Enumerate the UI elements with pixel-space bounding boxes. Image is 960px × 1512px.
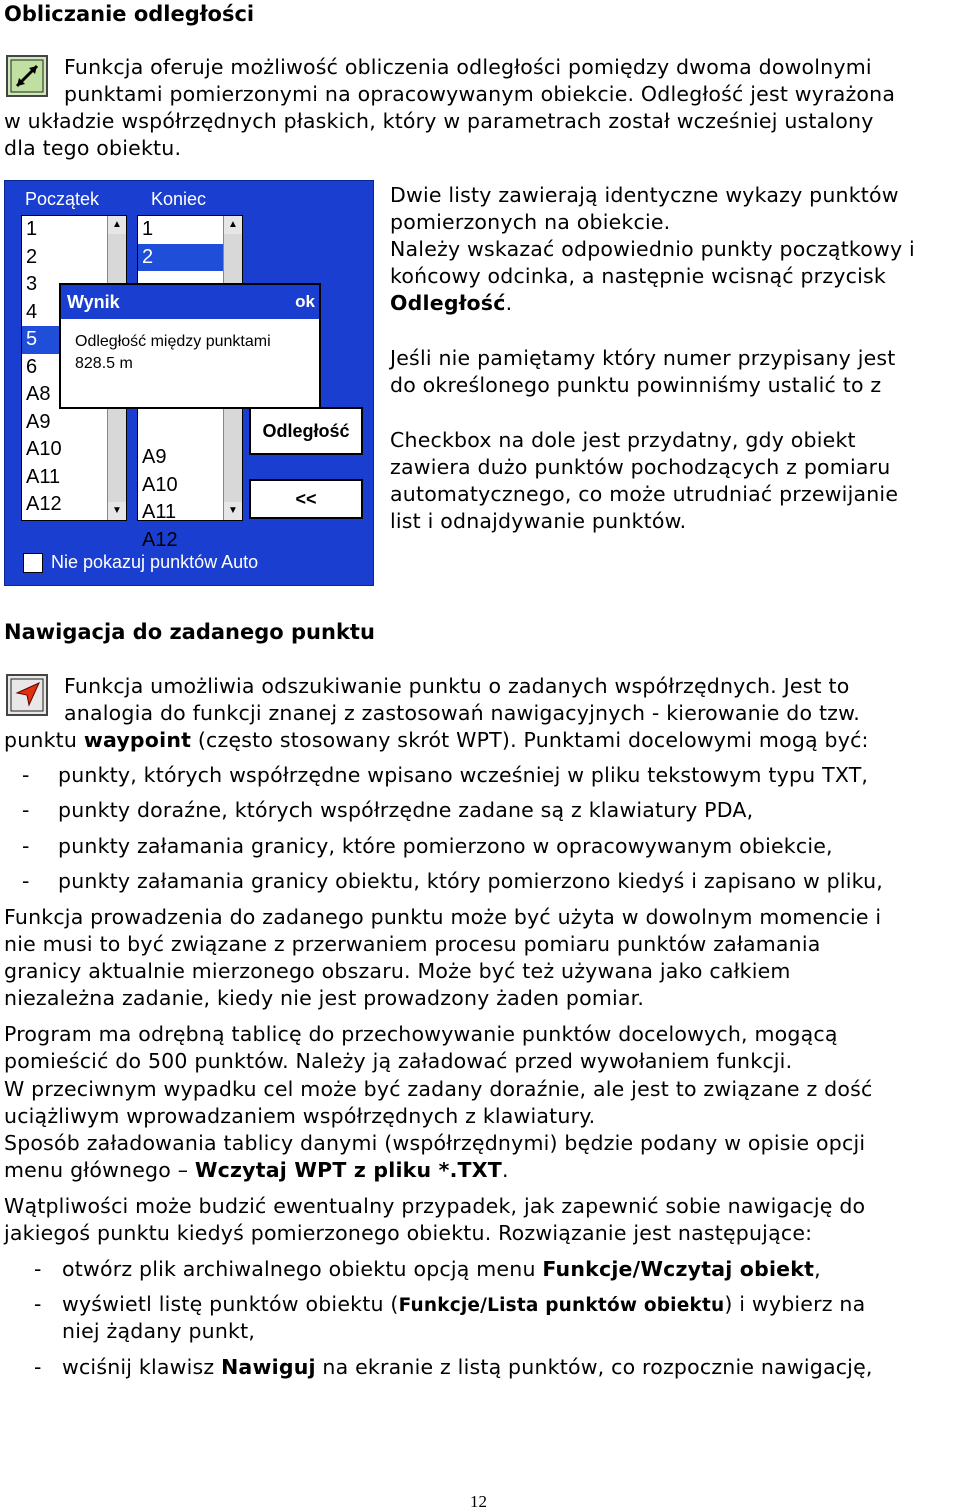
text: wyświetl listę punktów obiektu (: [62, 1292, 399, 1316]
intro-line-3: w układzie współrzędnych płaskich, który w parametrach został wcześniej ustalony: [4, 109, 874, 133]
list-item[interactable]: 4: [26, 300, 38, 323]
navigation-arrow-icon: [6, 674, 48, 716]
nav-p3-line-4: uciążliwym wprowadzaniem współrzędnych z klawiatury.: [4, 1104, 596, 1128]
nav-p1-line-3: [4, 727, 869, 754]
list-item[interactable]: A12: [142, 528, 178, 551]
back-button[interactable]: <<: [249, 479, 363, 519]
scroll-up-icon[interactable]: ▲: [108, 216, 126, 234]
dash: -: [34, 1355, 42, 1379]
list-item[interactable]: 1: [26, 218, 38, 240]
list-item[interactable]: A8: [26, 383, 51, 405]
dialog-label: Odległość między punktami: [75, 333, 271, 350]
side-p1-line-4: końcowy odcinka, a następnie wcisnąć przycisk: [390, 264, 886, 288]
list-text: [62, 1354, 873, 1381]
side-p2-line-2: do określonego punktu powinniśmy ustalić to z: [390, 373, 882, 397]
text: otwórz plik archiwalnego obiektu opcją menu: [62, 1257, 543, 1281]
text: ) i wybierz na: [724, 1292, 866, 1316]
nav-p3-line-2: pomieścić do 500 punktów. Należy ją załadować przed wywołaniem funkcji.: [4, 1049, 793, 1073]
dialog-title: Wynik: [67, 292, 120, 312]
side-p1-line-3: Należy wskazać odpowiednio punkty początkowy i: [390, 237, 915, 261]
column-header-end: Koniec: [151, 189, 207, 209]
page-number: 12: [470, 1492, 487, 1511]
section-title-navigation: Nawigacja do zadanego punktu: [4, 620, 375, 644]
list-item[interactable]: 3: [26, 273, 38, 295]
distance-tool-icon: [6, 55, 48, 97]
list-item[interactable]: 2: [138, 244, 242, 272]
nav-p3-line-6: [4, 1157, 509, 1184]
text: .: [501, 1158, 509, 1182]
intro-line-2: punktami pomierzonymi na opracowywanym obiekcie. Odległość jest wyrażona: [64, 82, 896, 106]
column-header-start: Początek: [25, 189, 100, 209]
dash: -: [22, 834, 30, 858]
list-text: [62, 1256, 821, 1283]
side-p3-line-2: zawiera dużo punktów pochodzących z pomiaru: [390, 455, 891, 479]
text: punktu: [4, 728, 84, 752]
text: na ekranie z listą punktów, co rozpocznie nawigację,: [315, 1355, 873, 1379]
section-title-distance: Obliczanie odległości: [4, 2, 255, 26]
hide-auto-points-label: Nie pokazuj punktów Auto: [51, 552, 259, 572]
scroll-down-icon[interactable]: ▼: [108, 502, 126, 520]
list-text: punkty, których współrzędne wpisano wcześniej w pliku tekstowym typu TXT,: [58, 763, 869, 787]
dash: -: [34, 1257, 42, 1281]
scroll-down-icon[interactable]: ▼: [224, 502, 242, 520]
punct: .: [505, 291, 513, 315]
nav-p2-line-3: granicy aktualnie mierzonego obszaru. Może być też używana jako całkiem: [4, 959, 791, 983]
dash: -: [22, 763, 30, 787]
list-item[interactable]: A11: [26, 465, 61, 488]
nav-p2-line-2: nie musi to być związane z przerwaniem procesu pomiaru punktów załamania: [4, 932, 821, 956]
dash: -: [22, 869, 30, 893]
distance-button[interactable]: Odległość: [249, 407, 363, 455]
side-p3-line-4: list i odnajdywanie punktów.: [390, 509, 687, 533]
pda-distance-screenshot: [4, 180, 374, 586]
nav-p3-line-3: W przeciwnym wypadku cel może być zadany doraźnie, ale jest to związane z dość: [4, 1077, 873, 1101]
list-item[interactable]: 5: [22, 326, 126, 354]
nav-p1-line-1: Funkcja umożliwia odszukiwanie punktu o zadanych współrzędnych. Jest to: [64, 674, 850, 698]
nav-p3-line-5: Sposób załadowania tablicy danymi (współrzędnymi) będzie podany w opisie opcji: [4, 1131, 866, 1155]
list-text: punkty doraźne, których współrzędne zadane są z klawiatury PDA,: [58, 798, 754, 822]
dash: -: [34, 1292, 42, 1316]
dialog-value: 828.5 m: [75, 355, 133, 372]
hide-auto-points-checkbox[interactable]: [23, 553, 43, 573]
list-text: punkty załamania granicy obiektu, który pomierzono kiedyś i zapisano w pliku,: [58, 869, 884, 893]
side-p2-line-1: Jeśli nie pamiętamy który numer przypisany jest: [390, 346, 896, 370]
dialog-title-bar: [61, 285, 319, 319]
nav-p2-line-1: Funkcja prowadzenia do zadanego punktu może być użyta w dowolnym momencie i: [4, 905, 882, 929]
list-item[interactable]: A9: [26, 410, 51, 433]
bold-term: Nawiguj: [221, 1355, 316, 1379]
scroll-up-icon[interactable]: ▲: [224, 216, 242, 234]
nav-p4-line-1: Wątpliwości może budzić ewentualny przypadek, jak zapewnić sobie nawigację do: [4, 1194, 866, 1218]
list-text: punkty załamania granicy, które pomierzono w opracowywanym obiekcie,: [58, 834, 833, 858]
side-p1-line-5: [390, 290, 512, 317]
text: ,: [814, 1257, 821, 1281]
list-text-cont: niej żądany punkt,: [62, 1319, 256, 1343]
result-dialog: [59, 283, 321, 409]
text: (często stosowany skrót WPT). Punktami docelowymi mogą być:: [191, 728, 869, 752]
list-item[interactable]: 6: [26, 355, 38, 378]
list-item[interactable]: A11: [142, 501, 177, 523]
list-item[interactable]: 1: [142, 218, 154, 240]
side-p1-line-2: pomierzonych na obiekcie.: [390, 210, 671, 234]
list-item[interactable]: A10: [26, 438, 62, 460]
nav-p2-line-4: niezależna zadanie, kiedy nie jest prowadzony żaden pomiar.: [4, 986, 645, 1010]
bold-term: Funkcje/Lista punktów obiektu: [398, 1295, 725, 1316]
text: wciśnij klawisz: [62, 1355, 222, 1379]
ok-button[interactable]: ok: [295, 292, 315, 311]
side-p3-line-1: Checkbox na dole jest przydatny, gdy obiekt: [390, 428, 856, 452]
dash: -: [22, 798, 30, 822]
nav-p1-line-2: analogia do funkcji znanej z zastosowań nawigacyjnych - kierowanie do tzw.: [64, 701, 860, 725]
list-item[interactable]: A12: [26, 493, 62, 515]
list-item[interactable]: A9: [142, 446, 167, 468]
side-p3-line-3: automatycznego, co może utrudniać przewijanie: [390, 482, 899, 506]
text: menu głównego –: [4, 1158, 195, 1182]
nav-p3-line-1: Program ma odrębną tablicę do przechowywanie punktów docelowych, mogącą: [4, 1022, 838, 1046]
bold-term: waypoint: [83, 728, 192, 752]
list-item[interactable]: A10: [142, 473, 178, 496]
nav-p4-line-2: jakiegoś punktu kiedyś pomierzonego obiektu. Rozwiązanie jest następujące:: [4, 1221, 813, 1245]
bold-term: Odległość: [390, 291, 506, 315]
intro-line-4: dla tego obiektu.: [4, 136, 182, 160]
bold-term: Funkcje/Wczytaj obiekt: [542, 1257, 815, 1281]
list-item[interactable]: 2: [26, 245, 38, 268]
side-p1-line-1: Dwie listy zawierają identyczne wykazy punktów: [390, 183, 899, 207]
intro-line-1: Funkcja oferuje możliwość obliczenia odległości pomiędzy dwoma dowolnymi: [64, 55, 872, 79]
bold-term: Wczytaj WPT z pliku *.TXT: [194, 1158, 502, 1182]
list-text: [62, 1291, 865, 1319]
